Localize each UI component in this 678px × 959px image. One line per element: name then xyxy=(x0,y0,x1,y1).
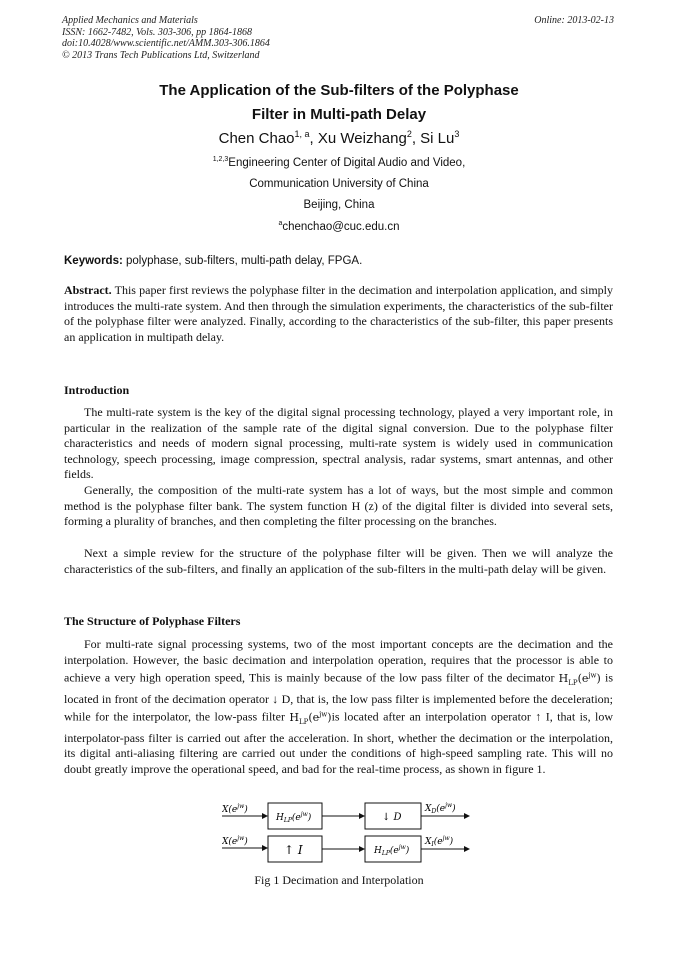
keywords: Keywords: polyphase, sub-filters, multi-path delay, FPGA. xyxy=(64,255,363,267)
row2-filter-label: $H_{LP}(e^{jw})$ xyxy=(374,844,410,857)
author-email: $^a$chenchao@cuc.edu.cn xyxy=(278,220,400,233)
section-heading-introduction: Introduction xyxy=(64,383,130,397)
author-3: , Si Lu xyxy=(411,130,455,147)
online-date: Online: 2013-02-13 xyxy=(534,15,614,26)
row2-input-label: $X(e^{jw})$ xyxy=(222,835,248,847)
row2-output-label: $X_I(e^{jw})$ xyxy=(425,835,454,848)
row2-interpolator-label: ↑ I xyxy=(284,843,303,857)
row1-output-label: $X_D(e^{jw})$ xyxy=(425,802,456,815)
doi-line: doi:10.4028/www.scientific.net/AMM.303-306.1864 xyxy=(62,38,270,49)
intro-paragraph-3: Next a simple review for the structure of the polyphase filter will be given. Then we will analyze the characteristics of the sub-filters, and finally an application of the sub-filters in the multi-path delay will be given. xyxy=(64,546,613,576)
abstract: Abstract. This paper first reviews the polyphase filter in the decimation and interpolation application, and simply introduces the multi-rate system. And then through the simulation experiments, the characteristics of the sub-filter of the polyphase filter were analyzed. Finally, according to the characteristics of the sub-filter, this paper presents an application in multipath delay. xyxy=(64,283,613,344)
affiliation-line2: Communication University of China xyxy=(249,178,429,190)
structure-paragraph: For multi-rate signal processing systems, two of the most important concepts are the decimation and the interpolation. However, the basic decimation and interpolation operation, requires that the processor is able to achieve a very high operation speed, This is mainly because of the low pass filter of the decimator $H_{LP}(e^{jw})$ is located in front of the decimation operator ↓ D, that is, the low pass filter is implemented before the deceleration; while for the interpolator, the low-pass filter $H_{LP}(e^{jw})is$ located after an interpolation operator ↑ I, that is, low interpolator-pass filter is carried out after the acceleration. In short, whether the decimation or the interpolation, its digital anti-aliasing filtering are carried out under the conditions of high-speed sampling rate. This will no doubt greatly improve the operational speed, and bad for the real-time process, as shown in figure 1. xyxy=(64,637,613,776)
paper-title-line2: Filter in Multi-path Delay xyxy=(251,106,427,123)
authors: Chen Chao$^{1, a}$, Xu Weizhang$^2$, Si Lu$^3$ xyxy=(218,129,460,147)
journal-header xyxy=(62,15,270,61)
formula-hlp: $H_{LP}(e^{jw})$ xyxy=(289,710,332,727)
journal-name: Applied Mechanics and Materials xyxy=(62,15,198,26)
author-1: Chen Chao xyxy=(218,130,295,147)
intro-paragraph-1: The multi-rate system is the key of the digital signal processing technology, played a very important role, in particular in the realization of the sample rate of the digital signal conversion. Due to the polyphase filter characteristics and needs of modern signal processing, multi-rate system is widely used in communication technology, speech processing, image compression, spectral analysis, radar systems, smart antennas, and other fields. xyxy=(64,405,613,482)
figure-1-diagram xyxy=(222,800,470,866)
affiliation-line3: Beijing, China xyxy=(303,199,375,211)
intro-paragraph-2: Generally, the composition of the multi-rate system has a lot of ways, but the most simple and common method is the polyphase filter bank. The system function H (z) of the digital filter is divided into several sets, forming a plurality of branches, and then completing the filter processing on the branches. xyxy=(64,483,613,529)
row1-filter-label: $H_{LP}(e^{jw})$ xyxy=(276,811,312,824)
row1-input-label: $X(e^{jw})$ xyxy=(222,803,248,815)
author-2: , Xu Weizhang xyxy=(309,130,407,147)
paper-title-line1: The Application of the Sub-filters of the Polyphase xyxy=(159,82,519,99)
issn-line: ISSN: 1662-7482, Vols. 303-306, pp 1864-1868 xyxy=(62,26,252,38)
affiliation-line1: $^{1,2,3}$Engineering Center of Digital Audio and Video, xyxy=(212,156,466,169)
row1-decimator-label: ↓ D xyxy=(382,812,402,823)
copyright-line: © 2013 Trans Tech Publications Ltd, Switzerland xyxy=(62,49,260,61)
figure-1-caption: Fig 1 Decimation and Interpolation xyxy=(254,873,424,887)
section-heading-structure: The Structure of Polyphase Filters xyxy=(64,614,241,628)
formula-hlp: $H_{LP}(e^{jw})$ xyxy=(558,671,601,688)
